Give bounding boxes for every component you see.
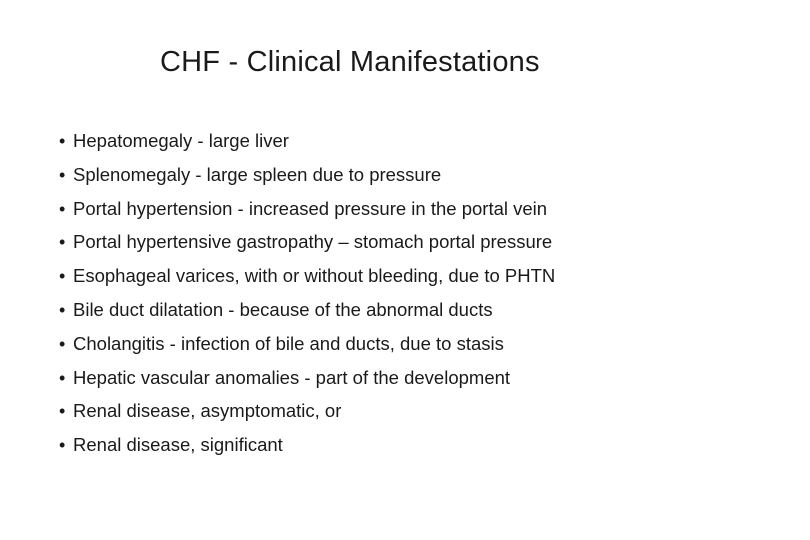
bullet-dot-icon: • (59, 198, 66, 219)
bullet-text: Portal hypertension - increased pressure in the portal vein (73, 197, 548, 219)
bullet-dot-icon: • (59, 299, 66, 320)
bullet-dot-icon: • (59, 435, 66, 456)
bullet-item (59, 225, 555, 259)
bullet-item (59, 394, 555, 428)
bullet-text: Splenomegaly - large spleen due to pressure (73, 163, 442, 185)
bullet-text: Portal hypertensive gastropathy – stomach portal pressure (73, 231, 553, 253)
bullet-item (59, 428, 555, 462)
bullet-item (59, 259, 555, 293)
bullet-dot-icon: • (59, 401, 66, 422)
bullet-text: Esophageal varices, with or without bleeding, due to PHTN (73, 265, 556, 287)
bullet-text: Renal disease, significant (73, 434, 283, 456)
bullet-item (59, 192, 555, 226)
bullet-text: Hepatic vascular anomalies - part of the development (73, 366, 511, 388)
bullet-dot-icon: • (59, 367, 66, 388)
bullet-dot-icon: • (59, 131, 66, 151)
bullet-item (59, 158, 555, 192)
bullet-item (59, 361, 555, 395)
bullet-text: Renal disease, asymptomatic, or (73, 400, 342, 422)
bullet-list (59, 124, 555, 462)
bullet-dot-icon: • (59, 333, 66, 354)
bullet-text: Bile duct dilatation - because of the abnormal ducts (73, 298, 493, 320)
bullet-dot-icon: • (59, 232, 66, 253)
bullet-item (59, 293, 555, 327)
bullet-item (59, 327, 555, 361)
bullet-text: Cholangitis - infection of bile and ducts, due to stasis (73, 332, 504, 354)
slide-title: CHF - Clinical Manifestations (160, 46, 540, 78)
bullet-dot-icon: • (59, 164, 66, 185)
bullet-text: Hepatomegaly - large liver (73, 130, 289, 151)
bullet-dot-icon: • (59, 266, 66, 287)
bullet-item (59, 124, 555, 158)
